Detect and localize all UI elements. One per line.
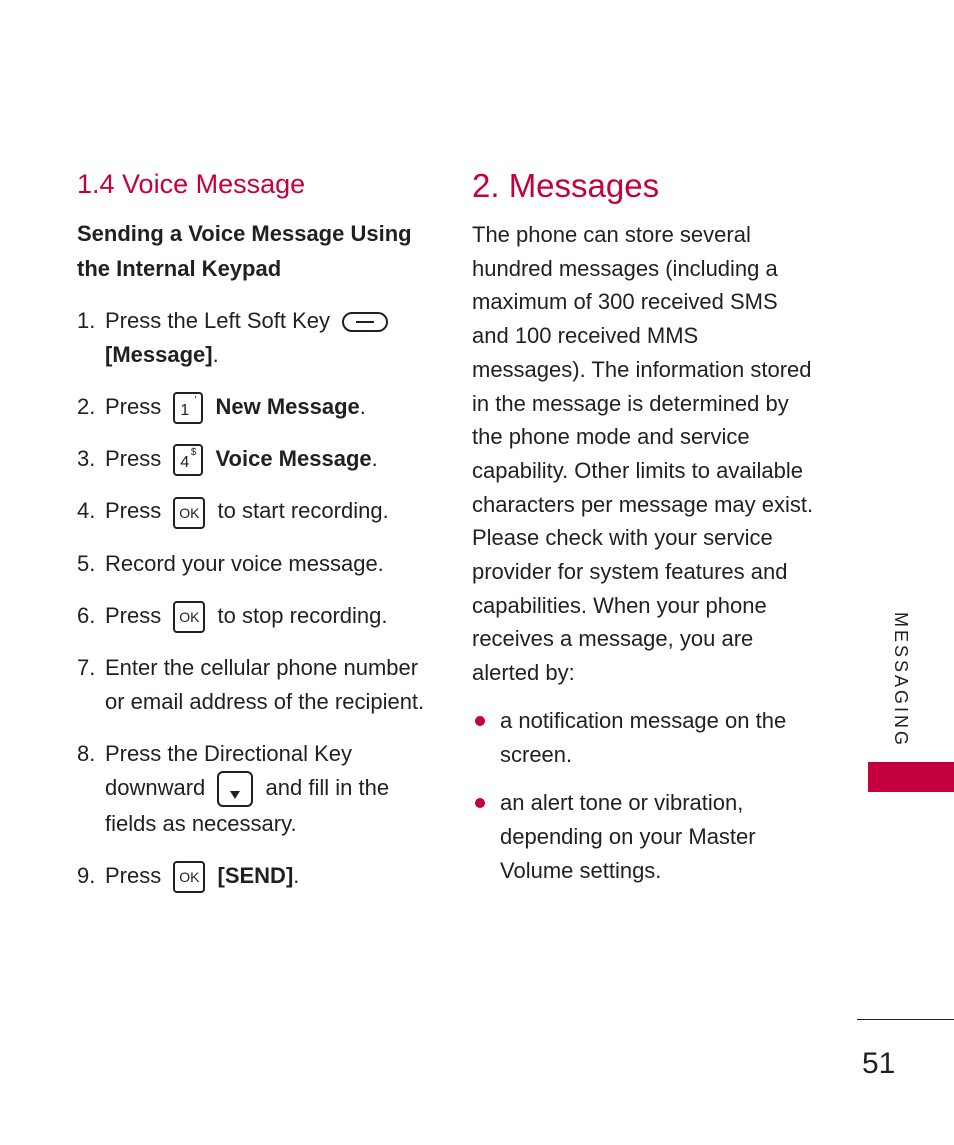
bullet-icon [475,716,485,726]
key-4-icon: 4 $ [173,444,203,476]
step-7 [77,651,427,719]
chapter-side-label: MESSAGING [891,612,911,749]
step-bold: New Message [215,394,360,419]
step-number: 2. [77,394,96,419]
ok-key-icon: OK [173,497,205,529]
step-tail: and fill in the fields as necessary. [105,774,390,836]
key-1-icon: 1 ' [173,392,203,424]
step-number: 9. [77,862,96,888]
step-number: 5. [77,550,96,576]
bullet-text: a notification message on the screen. [500,707,787,767]
list-item [472,786,817,888]
bullet-text: an alert tone or vibration, depending on your Master Volume settings. [500,789,756,883]
step-tail: to start recording. [217,498,389,524]
step-9 [77,859,427,893]
step-tail: . [212,342,219,367]
step-text: Press [105,446,162,472]
step-4 [77,494,427,528]
messages-paragraph: The phone can store several hundred messages (including a maximum of 300 received SMS and 100 received MMS messages). The information stored in the message is determined by the phone mode and service capability. Other limits to available characters per message may exist. Please check with your service provider for system features and capabilities. When your phone receives a message, you are alerted by: [472,222,814,686]
step-2 [77,390,427,424]
directional-key-down-icon [217,771,253,807]
step-text: Record your voice message. [105,550,384,576]
step-tail: . [359,394,366,419]
step-1 [77,304,427,372]
step-number: 1. [77,308,96,333]
step-5 [77,547,427,581]
step-number: 7. [77,654,96,680]
step-text: Press the Left Soft Key [105,308,331,333]
right-column [472,166,817,888]
step-text: Press [105,862,162,888]
step-number: 3. [77,446,96,472]
left-soft-key-icon [342,312,388,332]
chapter-tab-marker [868,762,954,792]
bullet-icon [475,798,485,808]
step-tail: . [371,446,378,472]
step-8 [77,737,427,841]
left-column [77,166,427,893]
step-text: Press the Directional Key downward [105,740,352,800]
step-number: 6. [77,602,96,628]
step-text: Enter the cellular phone number or email address of the recipient. [105,654,425,714]
step-tail: . [293,862,300,888]
intro-heading: Sending a Voice Message Using the Internal Keypad [77,221,412,281]
page-number: 51 [862,1047,896,1080]
section-title-voice-message: 1.4 Voice Message [77,169,306,199]
list-item [472,704,817,772]
step-text: Press [105,394,162,419]
step-6 [77,599,427,633]
ok-key-icon: OK [173,601,205,633]
step-bold: [Message] [105,342,213,367]
step-bold: [SEND] [217,862,294,888]
step-tail: to stop recording. [217,602,388,628]
step-text: Press [105,498,162,524]
page-divider [857,1019,954,1020]
step-3 [77,442,427,476]
ok-key-icon: OK [173,861,205,893]
section-title-messages: 2. Messages [472,167,660,204]
step-bold: Voice Message [215,446,372,472]
step-number: 4. [77,498,96,524]
step-text: Press [105,602,162,628]
step-number: 8. [77,740,96,766]
